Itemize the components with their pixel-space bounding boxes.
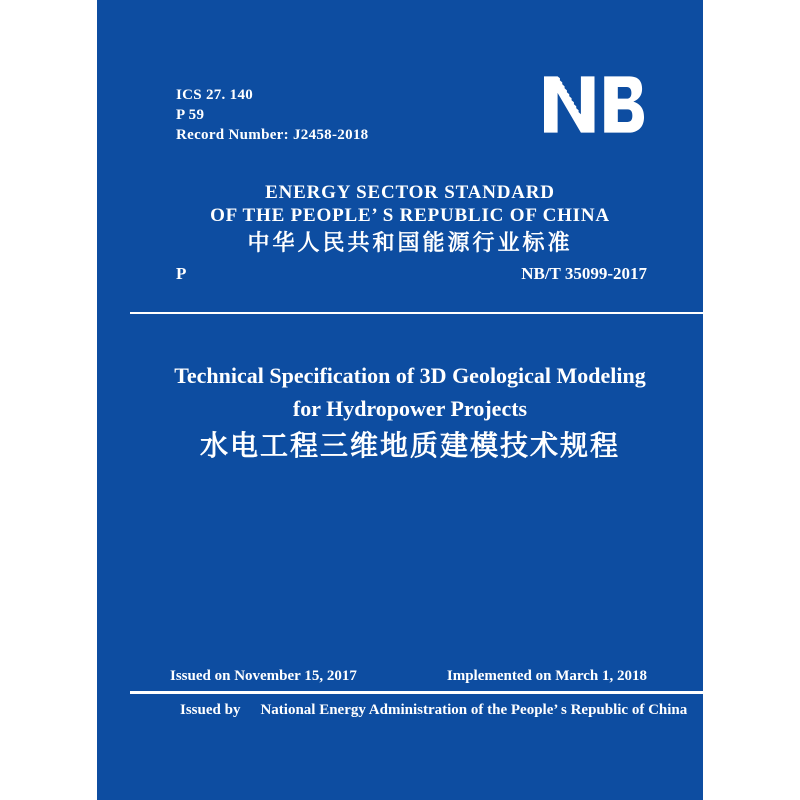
dates-row (170, 668, 647, 685)
title-zh: 水电工程三维地质建模技术规程 (199, 431, 620, 462)
standard-heading (157, 181, 663, 255)
standard-cover (97, 0, 703, 800)
standard-number: NB/T 35099-2017 (521, 264, 647, 283)
classification-code: P 59 (176, 107, 205, 123)
ics-code: ICS 27. 140 (176, 87, 254, 103)
title-en-line2: for Hydropower Projects (292, 396, 528, 421)
standard-heading-zh: 中华人民共和国能源行业标准 (247, 230, 573, 255)
classification-prefix: P (176, 264, 187, 283)
record-number: Record Number: J2458-2018 (176, 127, 369, 143)
meta-block (176, 85, 368, 145)
issued-date: Issued on November 15, 2017 (170, 668, 357, 684)
nb-logo-icon (544, 76, 645, 133)
standard-heading-en-line1: ENERGY SECTOR STANDARD (265, 182, 555, 203)
top-divider (130, 312, 703, 314)
issued-by-label: Issued by (180, 702, 241, 718)
title-en-line1: Technical Specification of 3D Geological Modeling (174, 363, 646, 388)
issuer-row (180, 702, 688, 719)
standard-heading-en-line2: OF THE PEOPLE’ S REPUBLIC OF CHINA (210, 205, 610, 226)
issuer-name: National Energy Administration of the People’ s Republic of China (260, 702, 688, 718)
designation-row (176, 264, 647, 284)
bottom-divider (130, 691, 703, 694)
implemented-date: Implemented on March 1, 2018 (446, 668, 647, 684)
title-block (142, 359, 678, 463)
